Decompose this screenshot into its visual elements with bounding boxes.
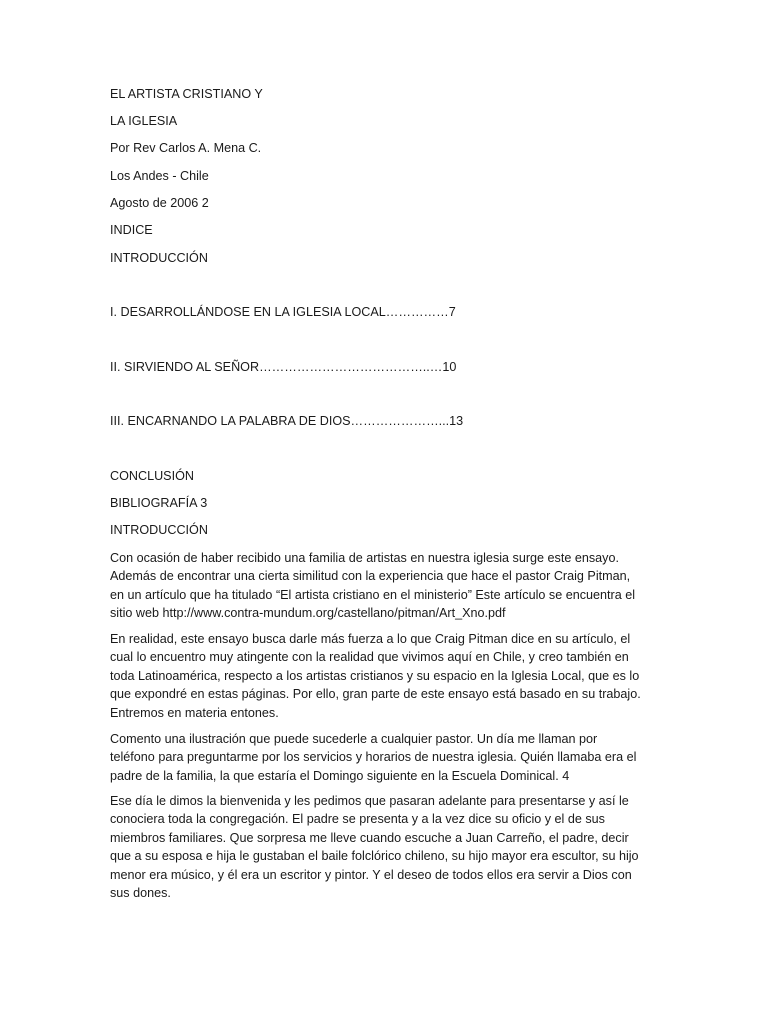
- paragraph-line: que expondré en estas páginas. Por ello, gran parte de este ensayo está basado en su trabajo.: [110, 687, 641, 702]
- paragraph-line: Además de encontrar una cierta similitud con la experiencia que hace el pastor Craig Pitman,: [110, 569, 631, 584]
- toc-bibliography: BIBLIOGRAFÍA 3: [110, 496, 208, 510]
- paragraph-line: Ese día le dimos la bienvenida y les pedimos que pasaran adelante para presentarse y así le: [110, 794, 629, 808]
- paragraph-2: [110, 630, 665, 722]
- index-heading: INDICE: [110, 223, 153, 237]
- paragraph-line: menor era músico, y él era un escritor y pintor. Y el deseo de todos ellos era servir a Dios con: [110, 867, 632, 882]
- paragraph-line: que a su esposa e hija le gustaban el baile folclórico chileno, su hijo mayor era escultor, su hijo: [110, 849, 639, 864]
- paragraph-line: Entremos en materia entones.: [110, 705, 279, 720]
- paragraph-line: sitio web http://www.contra-mundum.org/castellano/pitman/Art_Xno.pdf: [110, 606, 506, 621]
- author-line: Por Rev Carlos A. Mena C.: [110, 141, 262, 155]
- paragraph-line: padre de la familia, la que estaría el Domingo siguiente en la Escuela Dominical. 4: [110, 768, 570, 783]
- paragraph-4: [110, 792, 665, 902]
- paragraph-line: conociera toda la congregación. El padre se presenta y a la vez dice su oficio y el de sus: [110, 812, 605, 827]
- paragraph-line: Con ocasión de haber recibido una familia de artistas en nuestra iglesia surge este ensayo.: [110, 551, 619, 565]
- paragraph-line: en un artículo que ha titulado “El artista cristiano en el ministerio” Este artículo se encuentra el: [110, 587, 636, 602]
- paragraph-line: cual lo encuentro muy atingente con la realidad que vivimos aquí en Chile, y creo también en: [110, 650, 629, 665]
- paragraph-1: [110, 549, 665, 623]
- toc-conclusion: CONCLUSIÓN: [110, 469, 194, 483]
- date-line: Agosto de 2006 2: [110, 196, 209, 210]
- toc-introduction: INTRODUCCIÓN: [110, 251, 208, 265]
- paragraph-line: sus dones.: [110, 886, 171, 901]
- location-line: Los Andes - Chile: [110, 169, 209, 183]
- paragraph-line: teléfono para preguntarme por los servicios y horarios de nuestra iglesia. Quién llamaba era el: [110, 750, 637, 765]
- paragraph-3: [110, 730, 665, 785]
- introduction-heading: INTRODUCCIÓN: [110, 523, 208, 537]
- paragraph-line: miembros familiares. Que sorpresa me lleve cuando escuche a Juan Carreño, el padre, decir: [110, 830, 629, 845]
- title-line-1: EL ARTISTA CRISTIANO Y: [110, 87, 263, 101]
- toc-item-3: III. ENCARNANDO LA PALABRA DE DIOS…………………...13: [110, 414, 464, 428]
- paragraph-line: toda Latinoamérica, respecto a los artistas cristianos y su espacio en la Iglesia Local, que es lo: [110, 668, 640, 683]
- title-line-2: LA IGLESIA: [110, 114, 178, 128]
- paragraph-line: En realidad, este ensayo busca darle más fuerza a lo que Craig Pitman dice en su artículo, el: [110, 632, 631, 646]
- toc-item-1: I. DESARROLLÁNDOSE EN LA IGLESIA LOCAL……………7: [110, 305, 456, 319]
- toc-item-2: II. SIRVIENDO AL SEÑOR…………………………………..…10: [110, 360, 457, 374]
- paragraph-line: Comento una ilustración que puede sucederle a cualquier pastor. Un día me llaman por: [110, 732, 598, 746]
